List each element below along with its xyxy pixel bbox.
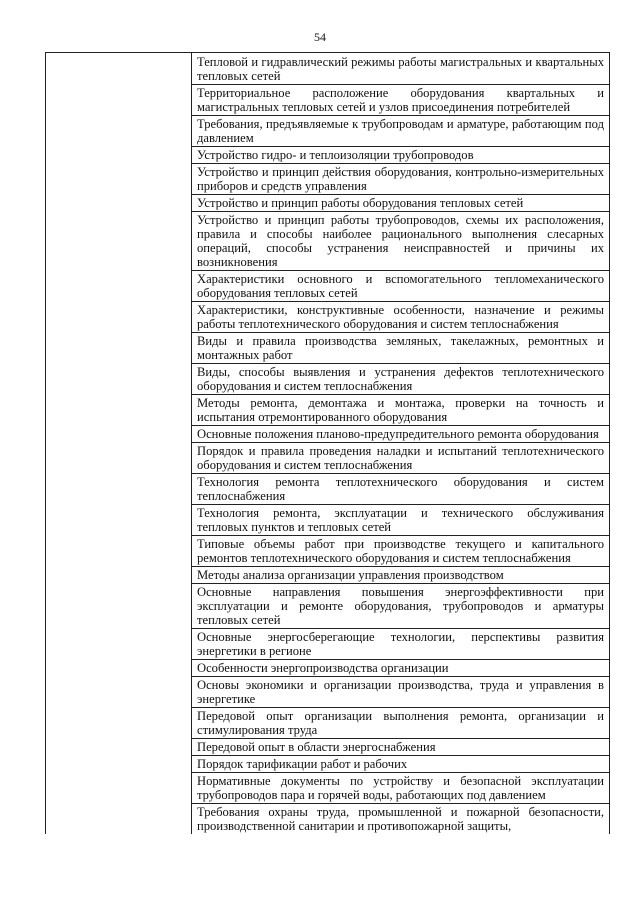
table-row: Нормативные документы по устройству и безопасной эксплуатации трубопроводов пара и горячей воды, работающих под давлением bbox=[192, 773, 609, 804]
table-row: Основные энергосберегающие технологии, перспективы развития энергетики в регионе bbox=[192, 629, 609, 660]
table-row: Требования охраны труда, промышленной и пожарной безопасности, производственной санитарии и противопожарной защиты, bbox=[197, 805, 604, 833]
table-row: Методы ремонта, демонтажа и монтажа, проверки на точность и испытания отремонтированного оборудования bbox=[192, 395, 609, 426]
table-row: Характеристики, конструктивные особенности, назначение и режимы работы теплотехнического оборудования и систем теплоснабжения bbox=[192, 302, 609, 333]
table-row: Устройство и принцип работы оборудования тепловых сетей bbox=[192, 195, 609, 212]
table-row: Методы анализа организации управления производством bbox=[192, 567, 609, 584]
page-number: 54 bbox=[314, 30, 326, 44]
table-row: Устройство и принцип действия оборудования, контрольно-измерительных приборов и средств управления bbox=[192, 164, 609, 195]
table-row: Технология ремонта теплотехнического оборудования и систем теплоснабжения bbox=[192, 474, 609, 505]
table-label-column bbox=[46, 53, 192, 834]
knowledge-table bbox=[45, 52, 610, 834]
table-row: Типовые объемы работ при производстве текущего и капитального ремонтов теплотехнического оборудования и систем теплоснабжения bbox=[192, 536, 609, 567]
table-rows bbox=[192, 53, 609, 834]
table-row: Основы экономики и организации производства, труда и управления в энергетике bbox=[192, 677, 609, 708]
table-row: Тепловой и гидравлический режимы работы магистральных и квартальных тепловых сетей bbox=[192, 53, 609, 85]
table-row: Основные направления повышения энергоэффективности при эксплуатации и ремонте оборудования, трубопроводов и арматуры тепловых сетей bbox=[192, 584, 609, 629]
table-row: Устройство гидро- и теплоизоляции трубопроводов bbox=[192, 147, 609, 164]
table-row: Технология ремонта, эксплуатации и технического обслуживания тепловых пунктов и тепловых сетей bbox=[192, 505, 609, 536]
table-row: Порядок тарификации работ и рабочих bbox=[192, 756, 609, 773]
table-row: Требования, предъявляемые к трубопроводам и арматуре, работающим под давлением bbox=[192, 116, 609, 147]
table-row: Характеристики основного и вспомогательного тепломеханического оборудования тепловых сетей bbox=[192, 271, 609, 302]
table-row: Порядок и правила проведения наладки и испытаний теплотехнического оборудования и систем теплоснабжения bbox=[192, 443, 609, 474]
table-row: Территориальное расположение оборудования квартальных и магистральных тепловых сетей и узлов присоединения потребителей bbox=[192, 85, 609, 116]
table-row: Передовой опыт организации выполнения ремонта, организации и стимулирования труда bbox=[192, 708, 609, 739]
table-row: Виды, способы выявления и устранения дефектов теплотехнического оборудования и систем теплоснабжения bbox=[192, 364, 609, 395]
table-row: Устройство и принцип работы трубопроводов, схемы их расположения, правила и способы наиболее рационального выполнения слесарных операций, способы устранения неисправностей и причины их возникновения bbox=[192, 212, 609, 271]
table-row: Основные положения планово-предупредительного ремонта оборудования bbox=[192, 426, 609, 443]
table-row: Особенности энергопроизводства организации bbox=[192, 660, 609, 677]
table-row: Виды и правила производства земляных, такелажных, ремонтных и монтажных работ bbox=[192, 333, 609, 364]
table-row: Передовой опыт в области энергоснабжения bbox=[192, 739, 609, 756]
